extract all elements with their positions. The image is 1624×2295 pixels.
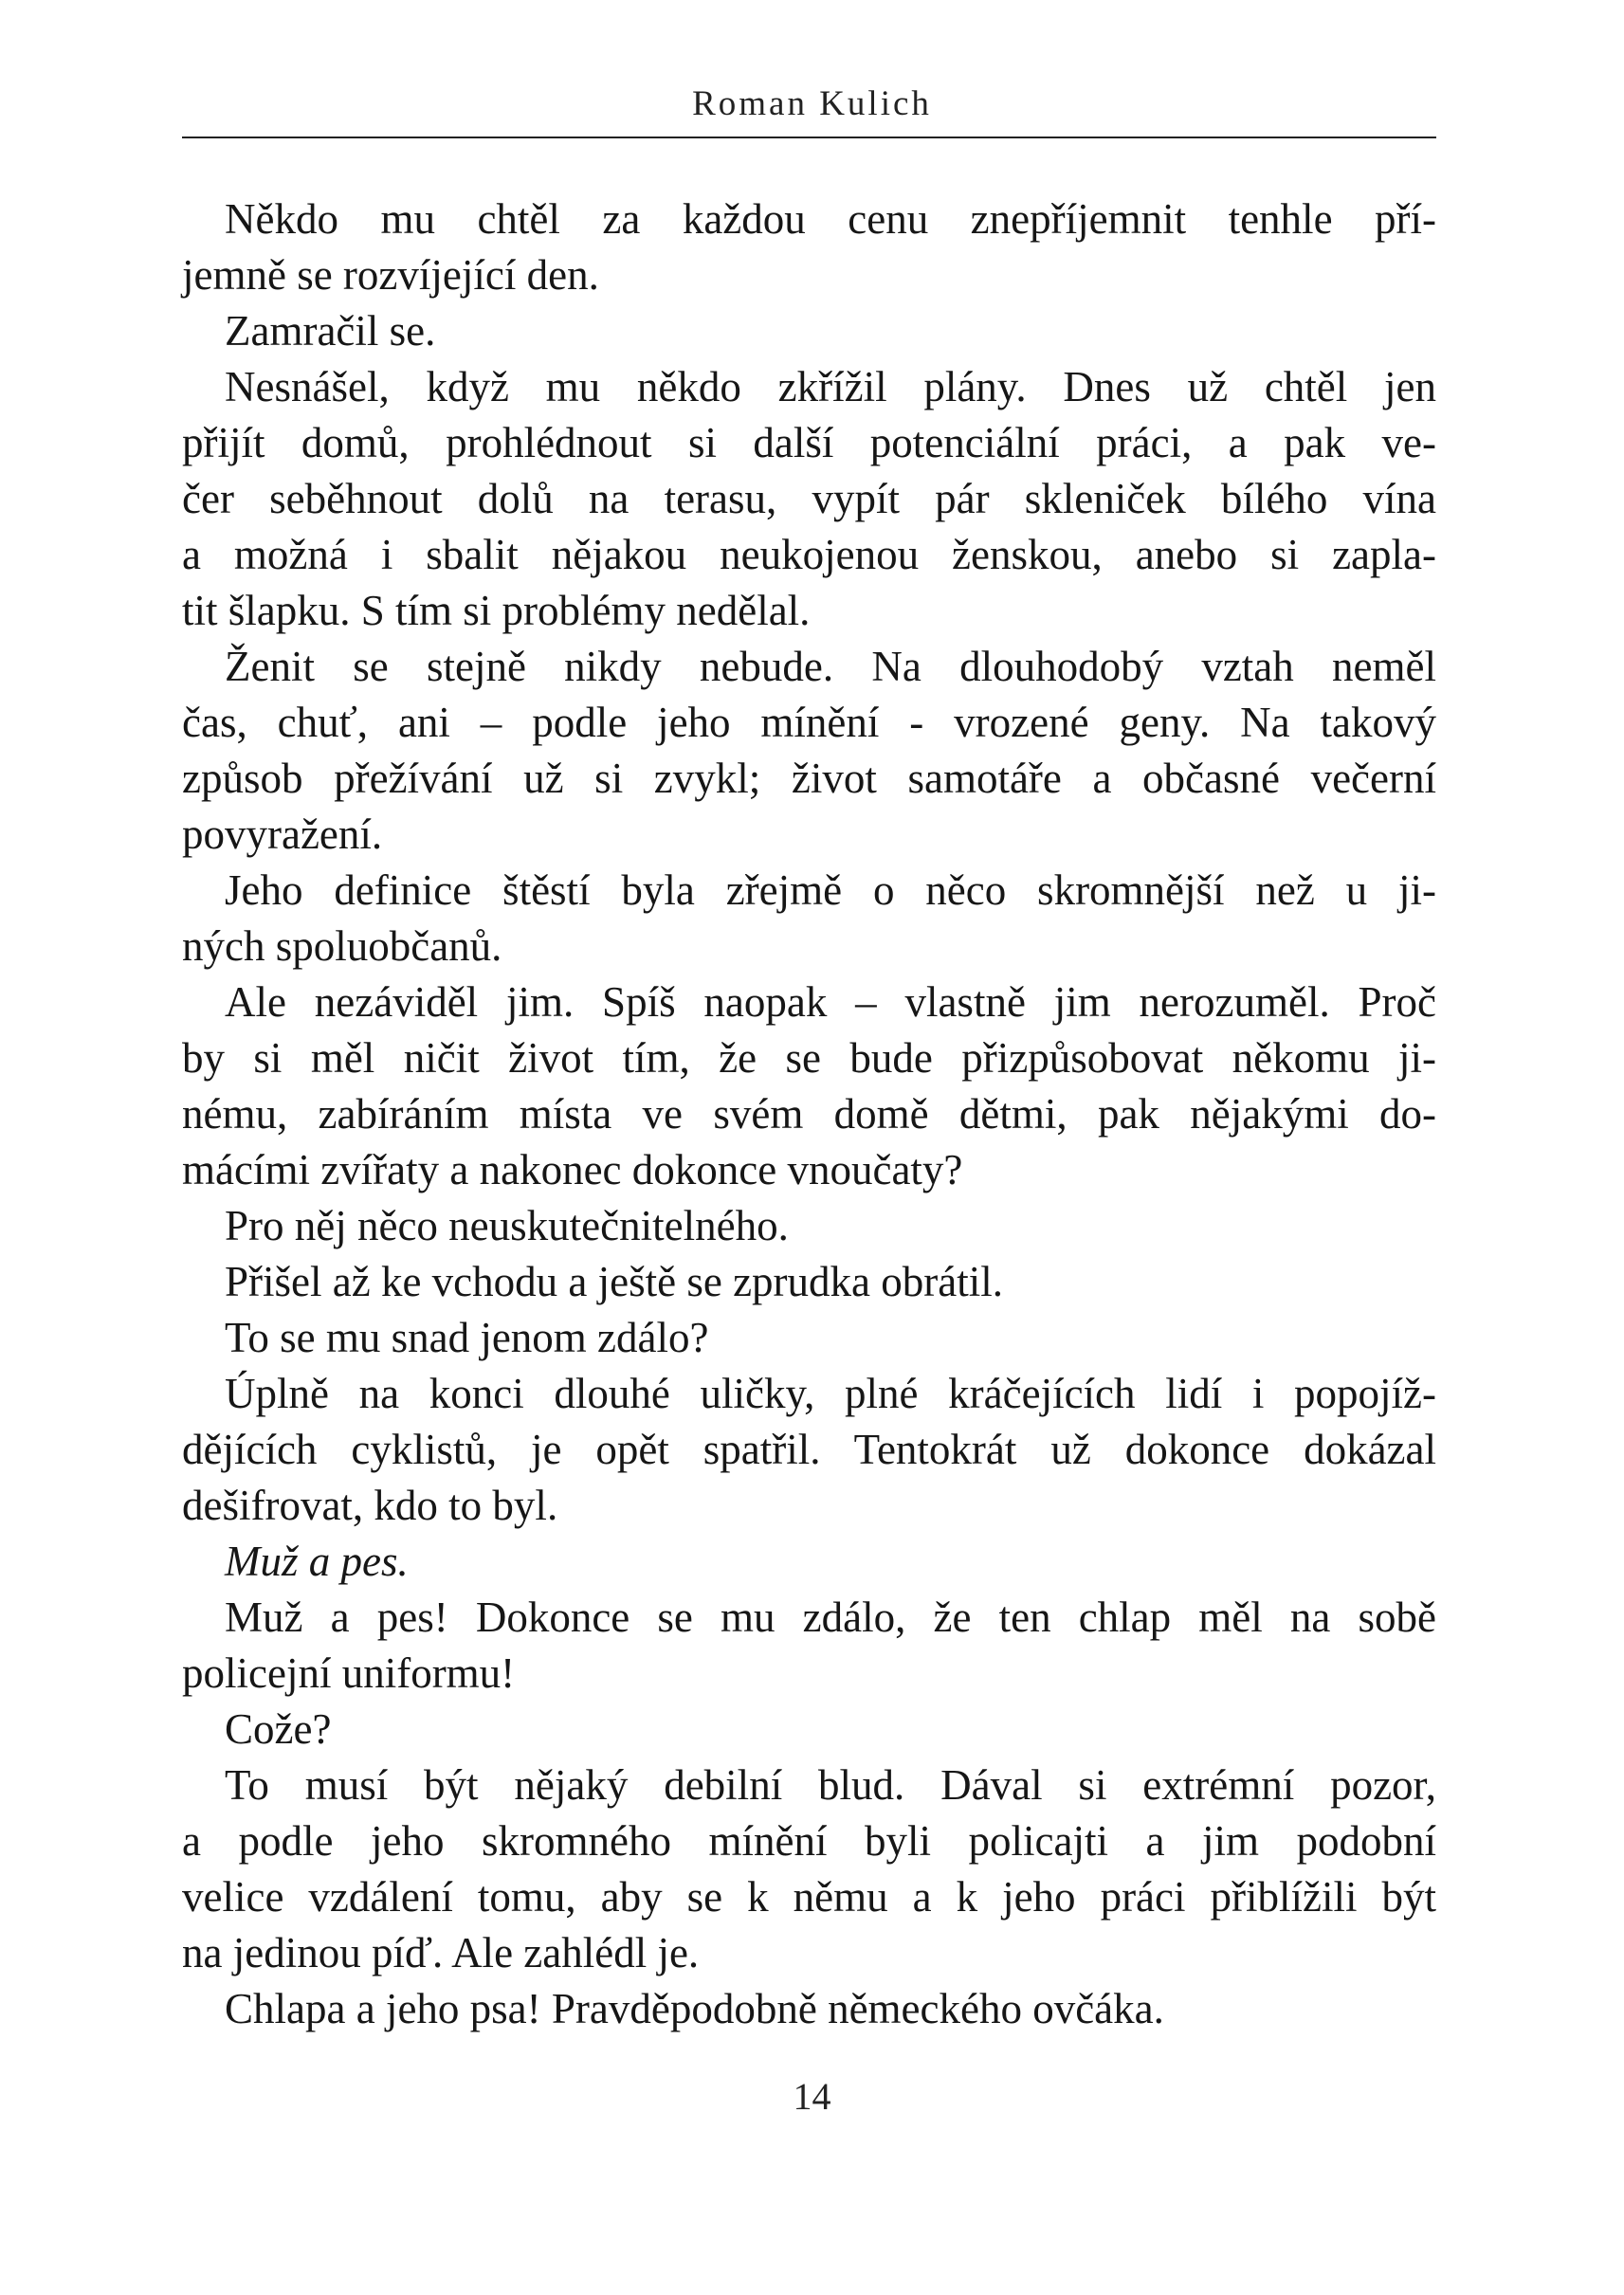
text-line: dějících cyklistů, je opět spatřil. Tentokrát už dokonce dokázal <box>182 1426 1436 1473</box>
text-line: Někdo mu chtěl za každou cenu znepříjemnit tenhle pří- <box>225 195 1436 243</box>
text-line: policejní uniformu! <box>182 1649 516 1697</box>
paragraph <box>182 1254 1436 1310</box>
text-line: Přišel až ke vchodu a ještě se zprudka obrátil. <box>225 1258 1003 1305</box>
paragraph <box>182 1366 1436 1534</box>
running-head: Roman Kulich <box>692 84 932 123</box>
text-line: a podle jeho skromného mínění byli policajti a jim podobní <box>182 1817 1436 1865</box>
text-line: přijít domů, prohlédnout si další potenciální práci, a pak ve- <box>182 419 1436 466</box>
paragraph <box>182 974 1436 1198</box>
text-line: Muž a pes! Dokonce se mu zdálo, že ten chlap měl na sobě <box>225 1594 1436 1641</box>
header-rule <box>182 137 1436 138</box>
text-line: Nesnášel, když mu někdo zkřížil plány. Dnes už chtěl jen <box>225 363 1436 410</box>
text-line: by si měl ničit život tím, že se bude přizpůsobovat někomu ji- <box>182 1034 1436 1082</box>
paragraph <box>182 303 1436 359</box>
text-line: povyražení. <box>182 811 383 858</box>
text-line: dešifrovat, kdo to byl. <box>182 1482 558 1529</box>
text-line: Cože? <box>225 1705 332 1753</box>
paragraph <box>182 863 1436 974</box>
paragraph <box>182 1590 1436 1702</box>
text-line: jemně se rozvíjející den. <box>182 251 599 299</box>
text-line: nému, zabíráním místa ve svém domě dětmi, pak nějakými do- <box>182 1090 1436 1138</box>
paragraph <box>182 1702 1436 1758</box>
text-line: tit šlapku. S tím si problémy nedělal. <box>182 587 811 634</box>
text-line: velice vzdálení tomu, aby se k němu a k jeho práci přiblížili být <box>182 1873 1436 1921</box>
text-line: Ženit se stejně nikdy nebude. Na dlouhodobý vztah neměl <box>225 643 1436 690</box>
body-text <box>182 191 1436 2037</box>
text-line: Úplně na konci dlouhé uličky, plné kráčejících lidí i popojíž- <box>225 1370 1436 1417</box>
text-line: čer seběhnout dolů na terasu, vypít pár skleniček bílého vína <box>182 475 1436 522</box>
text-line: na jedinou píď. Ale zahlédl je. <box>182 1929 700 1976</box>
text-line: čas, chuť, ani – podle jeho mínění - vrozené geny. Na takový <box>182 699 1436 746</box>
text-line: a možná i sbalit nějakou neukojenou ženskou, anebo si zapla- <box>182 531 1436 578</box>
text-line: Ale nezáviděl jim. Spíš naopak – vlastně jim nerozuměl. Proč <box>225 978 1436 1026</box>
text-line: To se mu snad jenom zdálo? <box>225 1314 709 1361</box>
text-line: mácími zvířaty a nakonec dokonce vnoučaty? <box>182 1146 963 1193</box>
paragraph <box>182 1310 1436 1366</box>
text-line: Chlapa a jeho psa! Pravděpodobně německého ovčáka. <box>225 1985 1164 2032</box>
text-line: To musí být nějaký debilní blud. Dával si extrémní pozor, <box>225 1761 1436 1809</box>
text-line: Zamračil se. <box>225 307 436 355</box>
text-line: Pro něj něco neuskutečnitelného. <box>225 1202 789 1249</box>
paragraph <box>182 1534 1436 1590</box>
paragraph <box>182 1198 1436 1254</box>
paragraph <box>182 359 1436 639</box>
paragraph <box>182 191 1436 303</box>
text-line: Muž a pes. <box>225 1538 409 1585</box>
text-line: Jeho definice štěstí byla zřejmě o něco skromnější než u ji- <box>225 866 1436 914</box>
page-number: 14 <box>793 2075 831 2118</box>
paragraph <box>182 639 1436 863</box>
text-line: ných spoluobčanů. <box>182 922 502 970</box>
text-line: způsob přežívání už si zvykl; život samotáře a občasné večerní <box>182 755 1436 802</box>
paragraph <box>182 1758 1436 1981</box>
paragraph <box>182 1981 1436 2037</box>
